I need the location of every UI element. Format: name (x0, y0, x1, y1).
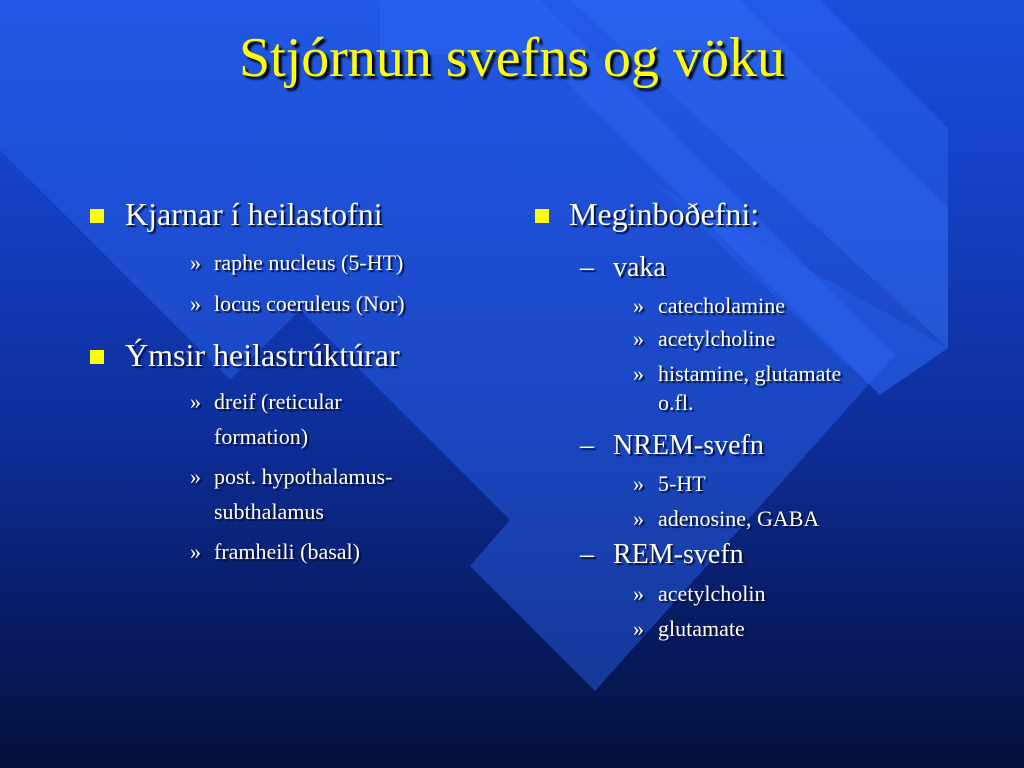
raquo-icon: » (633, 581, 644, 606)
group-vaka-label: vaka (613, 252, 666, 283)
raquo-icon: » (633, 471, 644, 496)
raquo-icon: » (190, 250, 201, 275)
dash-icon: – (580, 252, 594, 283)
left-item-1-sub-1: raphe nucleus (5-HT) (214, 250, 404, 275)
left-item-2-sub-3: framheili (basal) (214, 539, 360, 564)
raquo-icon: » (633, 293, 644, 318)
group-rem-label: REM-svefn (613, 539, 744, 570)
left-item-1-sub-2: locus coeruleus (Nor) (214, 291, 405, 316)
slide-title: Stjórnun svefns og vöku (239, 27, 785, 89)
nrem-item-2: adenosine, GABA (658, 506, 820, 531)
raquo-icon: » (190, 291, 201, 316)
group-nrem-label: NREM-svefn (613, 430, 764, 461)
vaka-item-2: acetylcholine (658, 326, 776, 351)
vaka-item-1: catecholamine (658, 293, 786, 318)
left-item-2-sub-2-line2: subthalamus (214, 499, 324, 524)
vaka-item-3-line2: o.fl. (658, 390, 694, 415)
left-item-1-label: Kjarnar í heilastofni (125, 196, 383, 232)
left-item-2-label: Ýmsir heilastrúktúrar (125, 337, 400, 373)
bullet-square-icon (90, 350, 104, 364)
vaka-item-3-line1: histamine, glutamate (658, 361, 842, 386)
dash-icon: – (580, 430, 594, 461)
raquo-icon: » (633, 361, 644, 386)
bullet-square-icon (90, 209, 104, 223)
rem-item-1: acetylcholin (658, 581, 766, 606)
raquo-icon: » (190, 464, 201, 489)
raquo-icon: » (633, 506, 644, 531)
dash-icon: – (580, 539, 594, 570)
bullet-square-icon (535, 209, 549, 223)
raquo-icon: » (633, 616, 644, 641)
left-item-2-sub-1-line1: dreif (reticular (214, 389, 342, 414)
nrem-item-1: 5-HT (658, 471, 706, 496)
raquo-icon: » (190, 389, 201, 414)
left-item-2-sub-2-line1: post. hypothalamus- (214, 464, 393, 489)
raquo-icon: » (190, 539, 201, 564)
rem-item-2: glutamate (658, 616, 745, 641)
raquo-icon: » (633, 326, 644, 351)
left-item-2-sub-1-line2: formation) (214, 424, 309, 449)
right-heading: Meginboðefni: (569, 196, 760, 232)
